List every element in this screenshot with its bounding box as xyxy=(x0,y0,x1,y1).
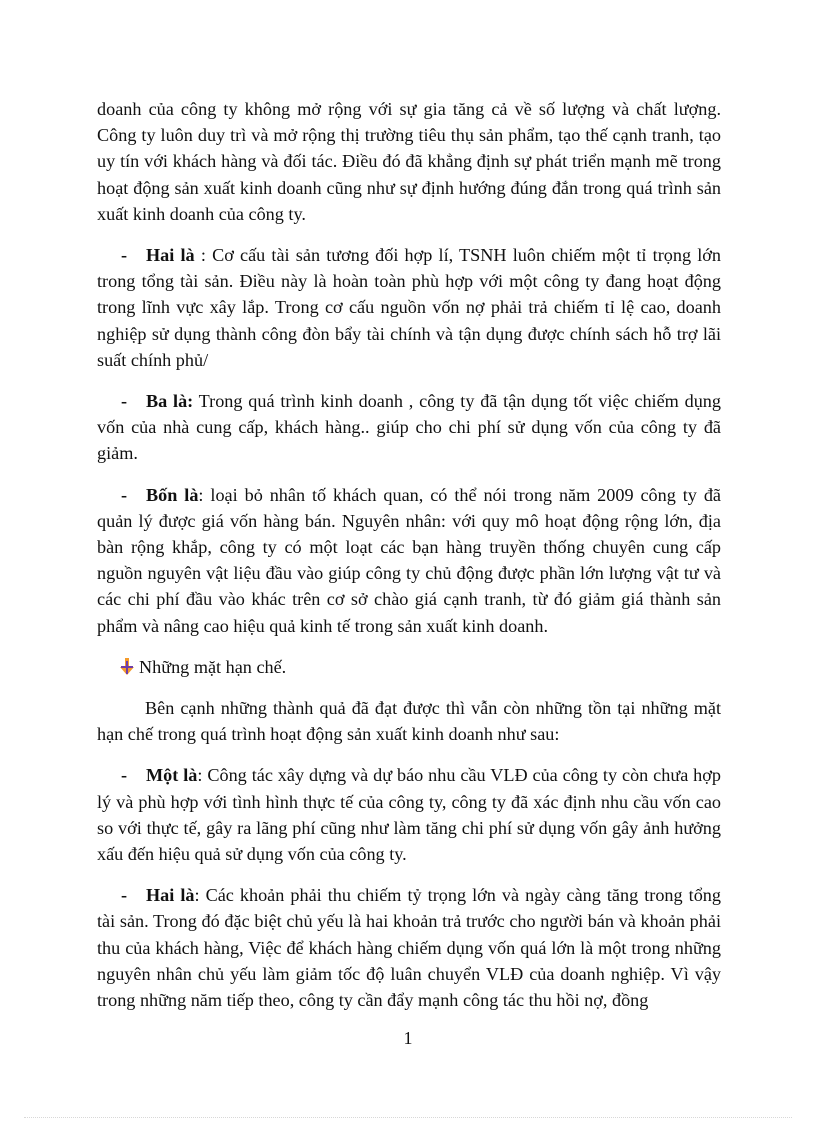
limitations-intro: Bên cạnh những thành quả đã đạt được thì vẫn còn những tồn tại những mặt hạn chế trong quá trình hoạt động sản xuất kinh doanh như sau: xyxy=(97,698,721,745)
limitation-item-one xyxy=(97,762,721,867)
strength-item-two xyxy=(97,242,721,373)
bullet-dash: - xyxy=(121,765,128,786)
document-content xyxy=(97,96,721,1028)
bullet-dash: - xyxy=(121,484,128,505)
item-text: : loại bỏ nhân tố khách quan, có thể nói trong năm 2009 công ty đã quản lý được giá vốn hàng bán. Nguyên nhân: với quy mô hoạt động rộng lớn, địa bàn rộng khắp, công ty có một loạt các bạn hàng truyền thống chuyên cung cấp nguồn nguyên vật liệu đầu vào giúp công ty chủ động được phần lớn lượng vật tư và các chi phí đầu vào khác trên cơ sở chào giá cạnh tranh, từ đó giảm giá thành sản phẩm và nâng cao hiệu quả kinh tế trong sản xuất kinh doanh. xyxy=(97,484,721,636)
bullet-dash: - xyxy=(121,885,128,906)
item-text: : Các khoản phải thu chiếm tỷ trọng lớn và ngày càng tăng trong tổng tài sản. Trong đó đặc biệt chủ yếu là hai khoản trả trước cho người bán và khoản phải thu của khách hàng, Việc để khách hàng chiếm dụng vốn quá lớn là một trong những nguyên nhân chủ yếu làm giảm tốc độ luân chuyển VLĐ của doanh nghiệp. Vì vậy trong những năm tiếp theo, công ty cần đẩy mạnh công tác thu hồi nợ, đồng xyxy=(97,885,721,1011)
down-arrow-icon xyxy=(117,657,137,677)
limitation-item-two xyxy=(97,882,721,1013)
heading-text: Những mặt hạn chế. xyxy=(139,656,287,677)
strength-item-three xyxy=(97,388,721,467)
limitations-heading xyxy=(117,654,721,680)
page-bottom-divider xyxy=(24,1117,792,1118)
opening-paragraph: doanh của công ty không mở rộng với sự gia tăng cả về số lượng và chất lượng. Công ty luôn duy trì và mở rộng thị trường tiêu thụ sản phẩm, tạo thế cạnh tranh, tạo uy tín với khách hàng và đối tác. Điều đó đã khẳng định sự phát triển mạnh mẽ trong hoạt động sản xuất kinh doanh cũng như sự định hướng đúng đắn trong quá trình sản xuất kinh doanh của công ty. xyxy=(97,99,721,224)
item-label: Một là xyxy=(146,765,198,786)
item-text: : Công tác xây dựng và dự báo nhu cầu VLĐ của công ty còn chưa hợp lý và phù hợp với tình hình thực tế của công ty, công ty đã xác định nhu cầu vốn cao so với thực tế, gây ra lãng phí cũng như làm tăng chi phí sử dụng vốn gây ảnh hưởng xấu đến hiệu quả sử dụng vốn của công ty. xyxy=(97,765,721,865)
bullet-dash: - xyxy=(121,245,128,266)
page-number: 1 xyxy=(403,1028,413,1048)
item-text: Trong quá trình kinh doanh , công ty đã tận dụng tốt việc chiếm dụng vốn của nhà cung cấp, khách hàng.. giúp cho chi phí sử dụng vốn của công ty đã giảm. xyxy=(97,391,721,464)
bullet-dash: - xyxy=(121,391,128,412)
strength-item-four xyxy=(97,482,721,639)
item-text: : Cơ cấu tài sản tương đối hợp lí, TSNH luôn chiếm một tỉ trọng lớn trong tổng tài sản. Điều này là hoàn toàn phù hợp với một công ty đang hoạt động trong lĩnh vực xây lắp. Trong cơ cấu nguồn vốn nợ phải trả chiếm tỉ lệ cao, doanh nghiệp sử dụng thành công đòn bẩy tài chính và tận dụng được chính sách hỗ trợ lãi suất chính phủ/ xyxy=(97,245,721,370)
item-label: Hai là xyxy=(146,245,195,266)
item-label: Bốn là xyxy=(146,484,199,505)
item-label: Ba là: xyxy=(146,391,194,412)
item-label: Hai là xyxy=(146,885,195,906)
